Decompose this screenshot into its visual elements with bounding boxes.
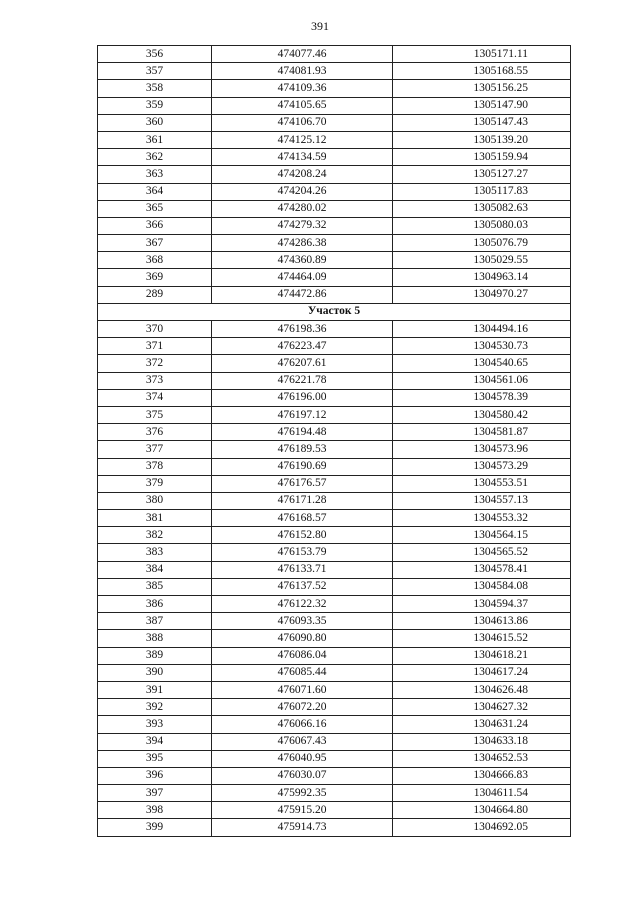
x-coordinate: 476133.71 xyxy=(212,561,393,578)
table-row xyxy=(98,681,571,698)
point-number: 375 xyxy=(98,406,212,423)
table-row xyxy=(98,63,571,80)
y-coordinate: 1304615.52 xyxy=(393,630,571,647)
x-coordinate: 476085.44 xyxy=(212,664,393,681)
x-coordinate: 474208.24 xyxy=(212,166,393,183)
table-row xyxy=(98,630,571,647)
table-row xyxy=(98,406,571,423)
table-row xyxy=(98,733,571,750)
x-coordinate: 476030.07 xyxy=(212,767,393,784)
point-number: 361 xyxy=(98,131,212,148)
table-row xyxy=(98,802,571,819)
point-number: 289 xyxy=(98,286,212,303)
y-coordinate: 1304584.08 xyxy=(393,578,571,595)
point-number: 384 xyxy=(98,561,212,578)
x-coordinate: 474105.65 xyxy=(212,97,393,114)
table-row xyxy=(98,492,571,509)
table-row xyxy=(98,544,571,561)
y-coordinate: 1304633.18 xyxy=(393,733,571,750)
y-coordinate: 1304580.42 xyxy=(393,406,571,423)
table-row xyxy=(98,338,571,355)
section-title: Участок 5 xyxy=(98,303,571,320)
x-coordinate: 476137.52 xyxy=(212,578,393,595)
table-row xyxy=(98,647,571,664)
y-coordinate: 1305147.43 xyxy=(393,114,571,131)
point-number: 383 xyxy=(98,544,212,561)
y-coordinate: 1304578.39 xyxy=(393,389,571,406)
table-row xyxy=(98,819,571,836)
point-number: 389 xyxy=(98,647,212,664)
table-row xyxy=(98,699,571,716)
point-number: 359 xyxy=(98,97,212,114)
point-number: 399 xyxy=(98,819,212,836)
point-number: 395 xyxy=(98,750,212,767)
table-row xyxy=(98,46,571,63)
x-coordinate: 476194.48 xyxy=(212,424,393,441)
y-coordinate: 1304594.37 xyxy=(393,596,571,613)
y-coordinate: 1305076.79 xyxy=(393,235,571,252)
point-number: 358 xyxy=(98,80,212,97)
y-coordinate: 1305168.55 xyxy=(393,63,571,80)
table-row xyxy=(98,372,571,389)
table-row xyxy=(98,767,571,784)
point-number: 377 xyxy=(98,441,212,458)
y-coordinate: 1304581.87 xyxy=(393,424,571,441)
table-row xyxy=(98,475,571,492)
table-row xyxy=(98,286,571,303)
x-coordinate: 476152.80 xyxy=(212,527,393,544)
table-row xyxy=(98,510,571,527)
coordinates-table xyxy=(97,45,571,837)
table-row xyxy=(98,750,571,767)
y-coordinate: 1305171.11 xyxy=(393,46,571,63)
point-number: 397 xyxy=(98,785,212,802)
point-number: 385 xyxy=(98,578,212,595)
point-number: 391 xyxy=(98,681,212,698)
point-number: 368 xyxy=(98,252,212,269)
x-coordinate: 476090.80 xyxy=(212,630,393,647)
x-coordinate: 474109.36 xyxy=(212,80,393,97)
point-number: 380 xyxy=(98,492,212,509)
table-row xyxy=(98,149,571,166)
page-number: 391 xyxy=(311,19,329,33)
y-coordinate: 1304540.65 xyxy=(393,355,571,372)
point-number: 370 xyxy=(98,321,212,338)
y-coordinate: 1304666.83 xyxy=(393,767,571,784)
point-number: 394 xyxy=(98,733,212,750)
point-number: 374 xyxy=(98,389,212,406)
y-coordinate: 1304494.16 xyxy=(393,321,571,338)
table-row xyxy=(98,424,571,441)
table-row xyxy=(98,131,571,148)
table-row xyxy=(98,97,571,114)
table-row xyxy=(98,80,571,97)
table-row xyxy=(98,200,571,217)
y-coordinate: 1304652.53 xyxy=(393,750,571,767)
point-number: 398 xyxy=(98,802,212,819)
x-coordinate: 476067.43 xyxy=(212,733,393,750)
rows-before xyxy=(98,46,571,304)
y-coordinate: 1304631.24 xyxy=(393,716,571,733)
y-coordinate: 1304664.80 xyxy=(393,802,571,819)
x-coordinate: 476153.79 xyxy=(212,544,393,561)
x-coordinate: 476223.47 xyxy=(212,338,393,355)
y-coordinate: 1304565.52 xyxy=(393,544,571,561)
table-row xyxy=(98,578,571,595)
table-row xyxy=(98,235,571,252)
x-coordinate: 474464.09 xyxy=(212,269,393,286)
y-coordinate: 1304553.51 xyxy=(393,475,571,492)
y-coordinate: 1304692.05 xyxy=(393,819,571,836)
x-coordinate: 476086.04 xyxy=(212,647,393,664)
y-coordinate: 1304627.32 xyxy=(393,699,571,716)
x-coordinate: 474280.02 xyxy=(212,200,393,217)
x-coordinate: 476066.16 xyxy=(212,716,393,733)
y-coordinate: 1304553.32 xyxy=(393,510,571,527)
table-row xyxy=(98,785,571,802)
table-row xyxy=(98,321,571,338)
point-number: 371 xyxy=(98,338,212,355)
x-coordinate: 476176.57 xyxy=(212,475,393,492)
y-coordinate: 1305159.94 xyxy=(393,149,571,166)
section-row xyxy=(98,303,571,320)
x-coordinate: 476198.36 xyxy=(212,321,393,338)
y-coordinate: 1304578.41 xyxy=(393,561,571,578)
y-coordinate: 1304963.14 xyxy=(393,269,571,286)
table-row xyxy=(98,561,571,578)
point-number: 388 xyxy=(98,630,212,647)
x-coordinate: 474081.93 xyxy=(212,63,393,80)
point-number: 362 xyxy=(98,149,212,166)
point-number: 372 xyxy=(98,355,212,372)
point-number: 390 xyxy=(98,664,212,681)
point-number: 396 xyxy=(98,767,212,784)
table-row xyxy=(98,458,571,475)
x-coordinate: 476168.57 xyxy=(212,510,393,527)
x-coordinate: 474106.70 xyxy=(212,114,393,131)
section-header xyxy=(98,303,571,320)
y-coordinate: 1305156.25 xyxy=(393,80,571,97)
x-coordinate: 476122.32 xyxy=(212,596,393,613)
x-coordinate: 476171.28 xyxy=(212,492,393,509)
table-row xyxy=(98,114,571,131)
table-row xyxy=(98,716,571,733)
x-coordinate: 475915.20 xyxy=(212,802,393,819)
table-row xyxy=(98,252,571,269)
point-number: 357 xyxy=(98,63,212,80)
point-number: 379 xyxy=(98,475,212,492)
y-coordinate: 1304530.73 xyxy=(393,338,571,355)
x-coordinate: 474286.38 xyxy=(212,235,393,252)
table-row xyxy=(98,389,571,406)
x-coordinate: 476071.60 xyxy=(212,681,393,698)
y-coordinate: 1304557.13 xyxy=(393,492,571,509)
point-number: 367 xyxy=(98,235,212,252)
point-number: 364 xyxy=(98,183,212,200)
point-number: 356 xyxy=(98,46,212,63)
table-row xyxy=(98,664,571,681)
point-number: 363 xyxy=(98,166,212,183)
x-coordinate: 474472.86 xyxy=(212,286,393,303)
x-coordinate: 474125.12 xyxy=(212,131,393,148)
x-coordinate: 476221.78 xyxy=(212,372,393,389)
point-number: 369 xyxy=(98,269,212,286)
x-coordinate: 476190.69 xyxy=(212,458,393,475)
x-coordinate: 476040.95 xyxy=(212,750,393,767)
y-coordinate: 1304617.24 xyxy=(393,664,571,681)
y-coordinate: 1304626.48 xyxy=(393,681,571,698)
x-coordinate: 474279.32 xyxy=(212,217,393,234)
table-row xyxy=(98,166,571,183)
x-coordinate: 476093.35 xyxy=(212,613,393,630)
point-number: 386 xyxy=(98,596,212,613)
x-coordinate: 475914.73 xyxy=(212,819,393,836)
table-row xyxy=(98,355,571,372)
point-number: 381 xyxy=(98,510,212,527)
y-coordinate: 1304618.21 xyxy=(393,647,571,664)
table-row xyxy=(98,527,571,544)
table-row xyxy=(98,183,571,200)
x-coordinate: 476196.00 xyxy=(212,389,393,406)
y-coordinate: 1304573.96 xyxy=(393,441,571,458)
table-row xyxy=(98,596,571,613)
point-number: 366 xyxy=(98,217,212,234)
table-row xyxy=(98,613,571,630)
point-number: 387 xyxy=(98,613,212,630)
x-coordinate: 474134.59 xyxy=(212,149,393,166)
rows-after xyxy=(98,321,571,837)
y-coordinate: 1305139.20 xyxy=(393,131,571,148)
x-coordinate: 476207.61 xyxy=(212,355,393,372)
table-row xyxy=(98,441,571,458)
table-row xyxy=(98,217,571,234)
y-coordinate: 1304564.15 xyxy=(393,527,571,544)
point-number: 392 xyxy=(98,699,212,716)
point-number: 393 xyxy=(98,716,212,733)
y-coordinate: 1305029.55 xyxy=(393,252,571,269)
y-coordinate: 1305127.27 xyxy=(393,166,571,183)
y-coordinate: 1305147.90 xyxy=(393,97,571,114)
table-row xyxy=(98,269,571,286)
y-coordinate: 1304611.54 xyxy=(393,785,571,802)
y-coordinate: 1304970.27 xyxy=(393,286,571,303)
y-coordinate: 1304613.86 xyxy=(393,613,571,630)
point-number: 382 xyxy=(98,527,212,544)
y-coordinate: 1304561.06 xyxy=(393,372,571,389)
y-coordinate: 1305080.03 xyxy=(393,217,571,234)
x-coordinate: 474077.46 xyxy=(212,46,393,63)
point-number: 378 xyxy=(98,458,212,475)
y-coordinate: 1305082.63 xyxy=(393,200,571,217)
point-number: 360 xyxy=(98,114,212,131)
y-coordinate: 1304573.29 xyxy=(393,458,571,475)
x-coordinate: 476197.12 xyxy=(212,406,393,423)
x-coordinate: 475992.35 xyxy=(212,785,393,802)
x-coordinate: 476072.20 xyxy=(212,699,393,716)
point-number: 376 xyxy=(98,424,212,441)
x-coordinate: 474360.89 xyxy=(212,252,393,269)
point-number: 365 xyxy=(98,200,212,217)
y-coordinate: 1305117.83 xyxy=(393,183,571,200)
point-number: 373 xyxy=(98,372,212,389)
x-coordinate: 474204.26 xyxy=(212,183,393,200)
x-coordinate: 476189.53 xyxy=(212,441,393,458)
